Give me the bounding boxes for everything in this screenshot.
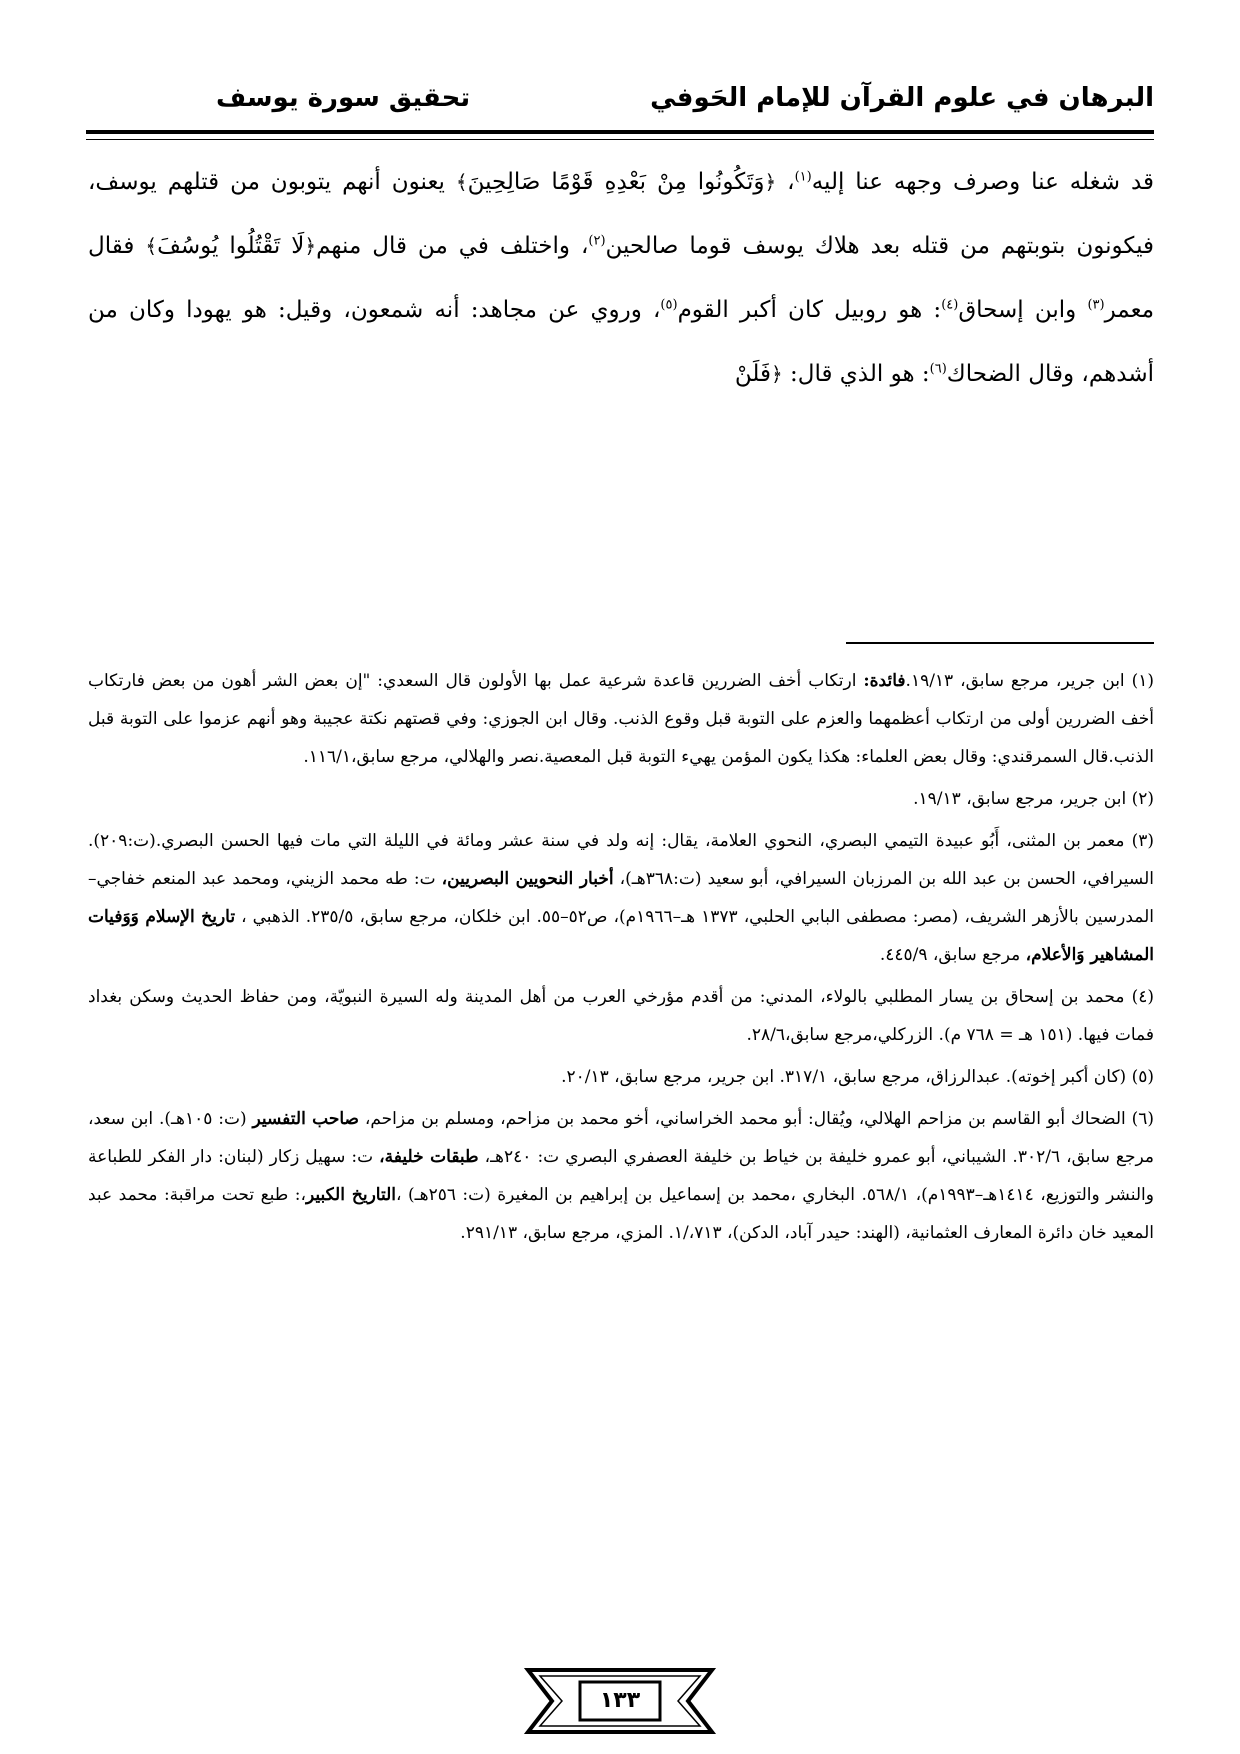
quran-verse-1: وَتَكُونُوا مِنْ بَعْدِهِ قَوْمًا صَالِحِينَ	[467, 169, 765, 195]
footnote-2: (٢) ابن جرير، مرجع سابق، ١٩/١٣.	[913, 789, 1154, 809]
page-number-frame	[510, 1666, 730, 1736]
text-segment: : هو روبيل كان أكبر القوم	[677, 297, 942, 323]
quran-bracket-close-icon: ﴾	[455, 170, 468, 194]
bold-term: صاحب التفسير	[252, 1109, 359, 1129]
footnote-1	[88, 662, 1154, 776]
book-title: البرهان في علوم القرآن للإمام الحَوفي	[650, 83, 1154, 113]
text-segment: ت: طه محمد الزيني، ومحمد عبد المنعم خفاجي–المدرسين بالأزهر الشريف، (مصر: مصطفى البابي الحلبي، ١٣٧٣ هـ–١٩٦٦م)، ص٥٢–٥٥. ابن خلكان، مرجع سابق، ٢٣٥/٥. الذهبي ،	[88, 869, 1154, 927]
footnote-6	[88, 1100, 1154, 1252]
bold-term: التاريخ الكبير	[305, 1185, 397, 1205]
footnote-ref-3[interactable]: (٣)	[1087, 297, 1105, 313]
quran-verse-3: فَلَنْ	[734, 361, 771, 387]
text-segment: يعنون أنهم يتوبون من قتلهم يوسف، فيكونون بتوبتهم من قتله بعد هلاك يوسف قوما صالحين	[88, 169, 1155, 259]
quran-bracket-close-icon: ﴾	[145, 234, 158, 258]
main-text	[88, 150, 1154, 406]
footnote-ref-1[interactable]: (١)	[794, 169, 812, 185]
page-number: ١٣٣	[599, 1688, 641, 1713]
footnotes	[88, 662, 1154, 1256]
text-segment: ، وروي عن مجاهد: أنه شمعون، وقيل: هو يهودا وكان من أشدهم، وقال الضحاك	[88, 297, 1154, 387]
text-segment: وابن إسحاق	[958, 297, 1077, 323]
footnote-separator	[846, 642, 1154, 644]
footnote-3	[88, 822, 1154, 974]
bold-term: فائدة:	[863, 671, 906, 691]
main-paragraph: قد شغله عنا وصرف وجهه عنا إليه$^{(١)}$، ﴿وَتَكُونُوا مِنْ بَعْدِهِ قَوْمًا صَالِحِينَ﴾ يعنون أنهم يتوبون من قتلهم يوسف، فيكونون بتوبتهم من قتله بعد هلاك يوسف قوما صالحين$^{(٢)}$، واختلف في من قال منهم﴿لَا تَقْتُلُوا يُوسُفَ﴾ فقال معمر$^{(٣)}$ وابن إسحاق$^{(٤)}$: هو روبيل كان أكبر القوم$^{(٥)}$، وروي عن مجاهد: أنه شمعون، وقيل: هو يهودا وكان من أشدهم، وقال الضحاك$^{(٦)}$: هو الذي قال: ﴿فَلَنْ	[88, 169, 1155, 387]
text-segment: مرجع سابق، ٤٤٥/٩.	[879, 945, 1026, 965]
footnote-ref-2[interactable]: (٢)	[588, 233, 606, 249]
text-segment: (٣) معمر بن المثنى، أَبُو عبيدة التيمي البصري، النحوي العلامة، يقال: إنه ولد في سنة عشر ومائة في الليلة التي مات فيها الحسن البصري.(ت:٢٠٩). السيرافي، الحسن بن عبد الله بن المرزبان السيرافي، أبو سعيد (ت:٣٦٨هـ)،	[88, 831, 1154, 889]
bold-term: طبقات خليفة،	[379, 1147, 479, 1167]
header-rule-thin	[86, 139, 1154, 141]
footnote-ref-6[interactable]: (٦)	[929, 361, 947, 377]
text-segment: ، واختلف في من قال منهم	[316, 233, 589, 259]
header-rule-thick	[86, 130, 1154, 134]
footnote-4: (٤) محمد بن إسحاق بن يسار المطلبي بالولاء، المدني: من أقدم مؤرخي العرب من أهل المدينة وله السيرة النبويّة، ومن حفاظ الحديث وسكن بغداد فمات فيها. (١٥١ هـ = ٧٦٨ م). الزركلي،مرجع سابق،٢٨/٦.	[88, 987, 1154, 1045]
footnote-ref-5[interactable]: (٥)	[660, 297, 678, 313]
quran-bracket-open-icon: ﴿	[770, 362, 783, 386]
bold-term: تاريخ الإسلام وَوَفيات المشاهير وَالأعلام،	[88, 907, 1154, 965]
text-segment: : هو الذي قال:	[790, 361, 930, 387]
text-segment: قد شغله عنا وصرف وجهه عنا إليه	[811, 169, 1155, 195]
text-segment: (٦) الضحاك أبو القاسم بن مزاحم الهلالي، ويُقال: أبو محمد الخراساني، أخو محمد بن مزاحم، ومسلم بن مزاحم،	[359, 1109, 1155, 1129]
quran-verse-2: لَا تَقْتُلُوا يُوسُفَ	[157, 233, 305, 259]
footnote-5: (٥) (كان أكبر إخوته). عبدالرزاق، مرجع سابق، ٣١٧/١. ابن جرير، مرجع سابق، ٢٠/١٣.	[561, 1067, 1154, 1087]
text-segment: (١) ابن جرير، مرجع سابق، ١٩/١٣.	[905, 671, 1154, 691]
quran-bracket-open-icon: ﴿	[764, 170, 777, 194]
quran-bracket-open-icon: ﴿	[304, 234, 317, 258]
text-segment: ،: طبع تحت مراقبة: محمد عبد المعيد خان دائرة المعارف العثمانية، (الهند: حيدر آباد، الدكن)، ٧١٣،/١. المزي، مرجع سابق، ٢٩١/١٣.	[88, 1185, 1154, 1243]
text-segment: ارتكاب أخف الضررين قاعدة شرعية عمل بها الأولون قال السعدي: "إن بعض الشر أهون من بعض فارتكاب أخف الضررين أولى من ارتكاب أعظمهما والعزم على التوبة قبل وقوع الذنب. وقال ابن الجوزي: وفي قصتهم نكتة عجيبة وهو أنهم عزموا على التوبة قبل الذنب.قال السمرقندي: وقال بعض العلماء: هكذا يكون المؤمن يهيء التوبة قبل المعصية.نصر والهلالي، مرجع سابق،١١٦/١.	[88, 671, 1154, 767]
text-segment: فقال معمر	[88, 233, 1155, 323]
bold-term: أخبار النحويين البصريين،	[441, 869, 614, 889]
page-header	[86, 74, 1154, 122]
text-segment: (ت: ١٠٥هـ). ابن سعد، مرجع سابق، ٣٠٢/٦. الشيباني، أبو عمرو خليفة بن خياط بن خليفة العصفري البصري ت: ٢٤٠هـ،	[88, 1109, 1154, 1167]
section-title: تحقيق سورة يوسف	[216, 83, 471, 113]
text-segment: ت: سهيل زكار (لبنان: دار الفكر للطباعة والنشر والتوزيع، ١٤١٤هـ–١٩٩٣م)، ٥٦٨/١. البخاري ،محمد بن إسماعيل بن إبراهيم بن المغيرة (ت: ٢٥٦هـ) ،	[88, 1147, 1154, 1205]
footnote-ref-4[interactable]: (٤)	[941, 297, 959, 313]
